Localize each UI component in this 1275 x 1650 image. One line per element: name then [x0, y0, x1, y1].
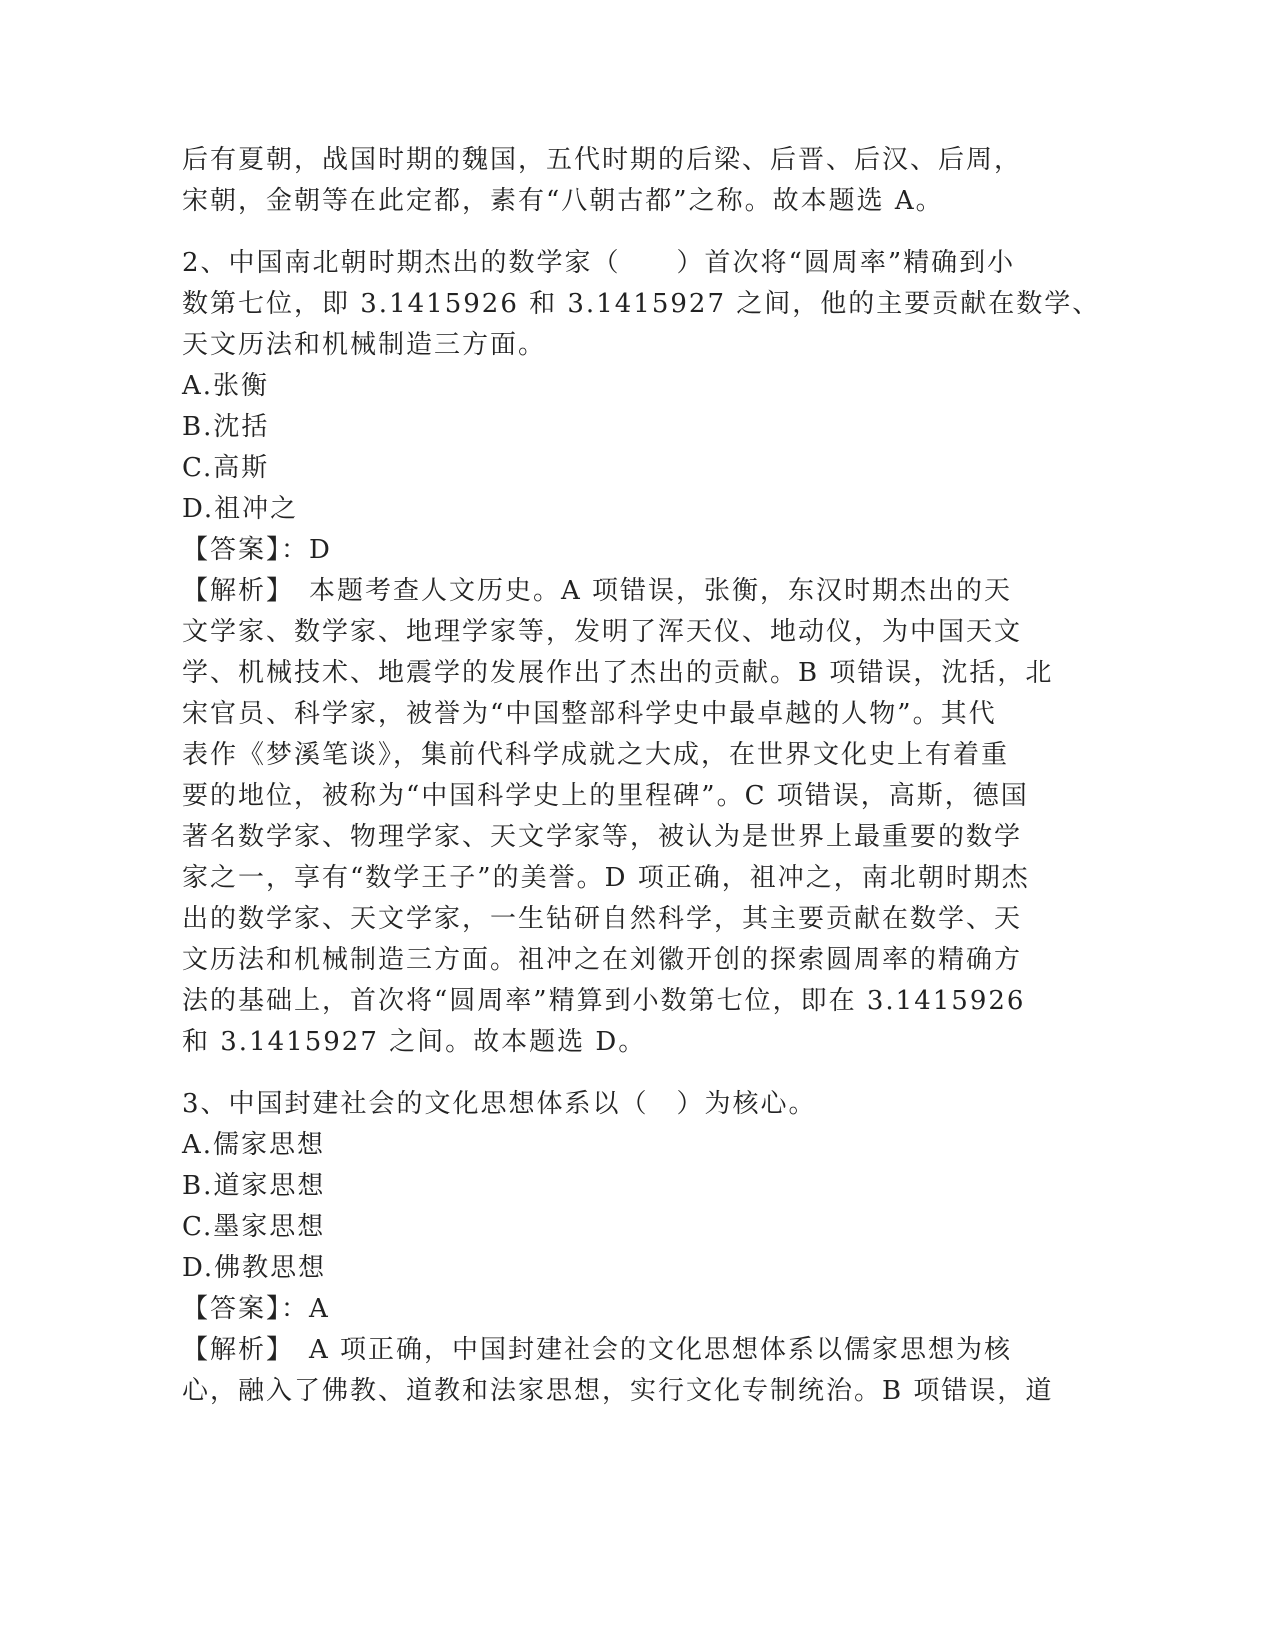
analysis-line: 【解析】 本题考查人文历史。A 项错误，张衡，东汉时期杰出的天	[182, 576, 1013, 606]
analysis-line: 要的地位，被称为“中国科学史上的里程碑”。C 项错误，高斯，德国	[182, 781, 1029, 811]
option-c: C.墨家思想	[182, 1212, 326, 1242]
option-a: A.张衡	[182, 371, 270, 401]
document-page	[182, 140, 1101, 1412]
analysis-line: 法的基础上，首次将“圆周率”精算到小数第七位，即在 3.1415926	[182, 986, 1026, 1016]
answer-line: 【答案】：D	[182, 535, 332, 565]
answer-line: 【答案】：A	[182, 1294, 330, 1324]
analysis-line: 文学家、数学家、地理学家等，发明了浑天仪、地动仪，为中国天文	[182, 617, 1023, 647]
analysis-line: 著名数学家、物理学家、天文学家等，被认为是世界上最重要的数学	[182, 822, 1023, 852]
analysis-line: 和 3.1415927 之间。故本题选 D。	[182, 1027, 647, 1057]
text-line: 后有夏朝，战国时期的魏国，五代时期的后梁、后晋、后汉、后周，	[182, 145, 1023, 175]
question-stem-line: 天文历法和机械制造三方面。	[182, 330, 547, 360]
analysis-line: 心，融入了佛教、道教和法家思想，实行文化专制统治。B 项错误，道	[182, 1376, 1054, 1406]
analysis-line: 文历法和机械制造三方面。祖冲之在刘徽开创的探索圆周率的精确方	[182, 945, 1023, 975]
analysis-line: 出的数学家、天文学家，一生钻研自然科学，其主要贡献在数学、天	[182, 904, 1023, 934]
analysis-line: 家之一，享有“数学王子”的美誉。D 项正确，祖冲之，南北朝时期杰	[182, 863, 1030, 893]
option-b: B.道家思想	[182, 1171, 326, 1201]
question-stem-line: 3、中国封建社会的文化思想体系以（ ）为核心。	[182, 1089, 817, 1119]
option-d: D.佛教思想	[182, 1253, 327, 1283]
question-2	[182, 243, 1101, 1063]
text-line: 宋朝，金朝等在此定都，素有“八朝古都”之称。故本题选 A。	[182, 186, 944, 216]
analysis-line: 表作《梦溪笔谈》，集前代科学成就之大成，在世界文化史上有着重	[182, 740, 1010, 770]
previous-analysis-continuation	[182, 140, 1082, 222]
option-c: C.高斯	[182, 453, 270, 483]
option-b: B.沈括	[182, 412, 270, 442]
question-stem-line: 数第七位，即 3.1415926 和 3.1415927 之间，他的主要贡献在数学、	[182, 289, 1101, 319]
question-3	[182, 1084, 1082, 1412]
option-d: D.祖冲之	[182, 494, 299, 524]
analysis-line: 【解析】 A 项正确，中国封建社会的文化思想体系以儒家思想为核	[182, 1335, 1013, 1365]
question-stem-line: 2、中国南北朝时期杰出的数学家（ ）首次将“圆周率”精确到小	[182, 248, 1016, 278]
analysis-line: 学、机械技术、地震学的发展作出了杰出的贡献。B 项错误，沈括，北	[182, 658, 1054, 688]
option-a: A.儒家思想	[182, 1130, 326, 1160]
analysis-line: 宋官员、科学家，被誉为“中国整部科学史中最卓越的人物”。其代	[182, 699, 997, 729]
